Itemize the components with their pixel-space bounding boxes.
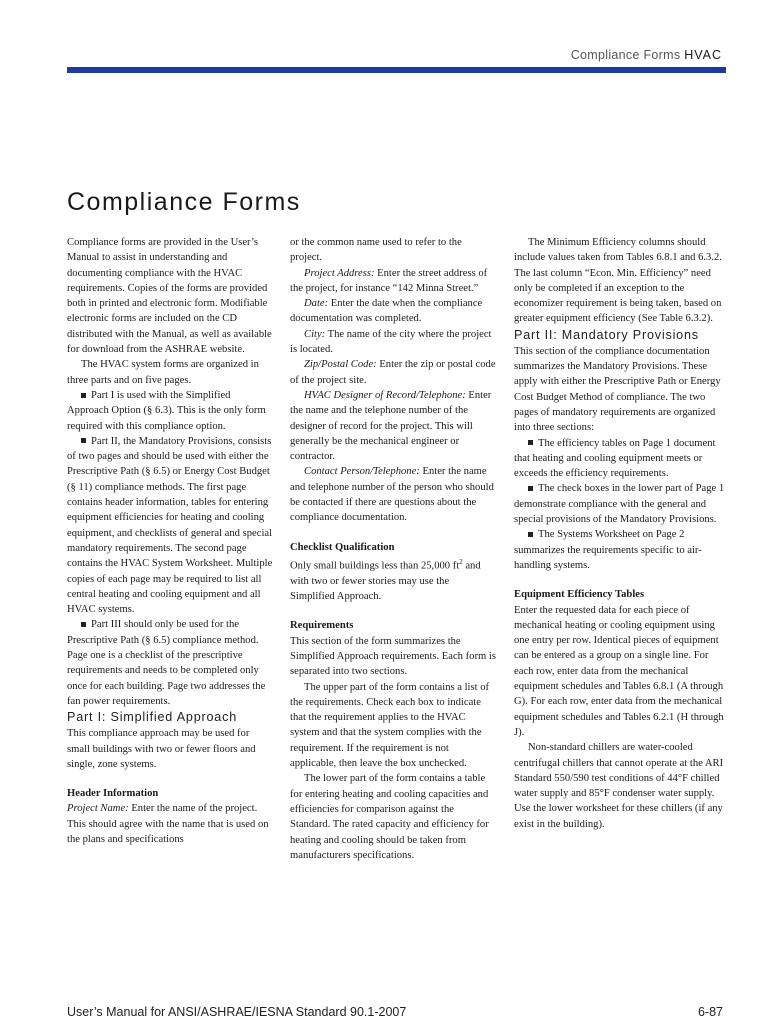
designer-label: HVAC Designer of Record/Telephone:: [304, 389, 466, 401]
date-paragraph: Date: Enter the date when the compliance documentation was completed.: [290, 298, 483, 325]
running-header: [571, 48, 722, 62]
footer-page-number: 6-87: [697, 1005, 723, 1019]
bullet-square-icon: [81, 438, 86, 443]
header-info-heading: Header Information: [67, 788, 159, 800]
part1-heading: Part I: Simplified Approach: [67, 710, 238, 725]
part2-text: This section of the compliance documentation summarizes the Mandatory Provisions. These apply with either the Prescriptive Path or Energy Cost Budget Method of compliance. The two pages of mandatory requirements are organized into three sections:: [514, 345, 721, 434]
project-name-paragraph: Project Name: Enter the name of the project. This should agree with the name that is used on the plans and specifications: [67, 803, 269, 845]
bullet-square-icon: [81, 393, 86, 398]
organization-paragraph: The HVAC system forms are organized in three parts and on five pages.: [67, 359, 259, 386]
minimum-efficiency-paragraph: The Minimum Efficiency columns should include values taken from Tables 6.8.1 and 6.3.2. The last column “Econ. Min. Efficiency” need only be completed if an exception to the economizer requirement is being taken, based on greater equipment efficiency (See Table 6.3.2).: [514, 237, 722, 325]
part2-heading: Part II: Mandatory Provisions: [514, 327, 699, 342]
bullet-part2: Part II, the Mandatory Provisions, consists of two pages and should be used with either the Prescriptive Path (§ 6.5) or Energy Cost Budget (§ 11) compliance methods. The first page contains header information, tables for entering equipment efficiencies for heating and cooling equipment, and checklists of general and special mandatory requirements. The second page contains the HVAC System Worksheet. Multiple copies of each page may be required to list all central heating and cooling equipment and all HVAC systems.: [67, 435, 273, 616]
requirements-heading: Requirements: [290, 620, 354, 632]
equipment-efficiency-paragraph-1: Enter the requested data for each piece of mechanical heating or cooling equipment using one entry per row. Identical pieces of equipment can be entered as a group on a single line. For each row, enter data from the mechanical equipment schedules and Tables 6.8.1 (A through G). For each row, enter data from the mechanical equipment schedules and Tables 6.2.1 (H through J).: [514, 604, 724, 738]
project-address-paragraph: Project Address: Enter the street address of the project, for instance “142 Minna Street.”: [290, 267, 488, 294]
running-header-title: Compliance Forms: [570, 48, 681, 62]
footer-manual-title: User’s Manual for ANSI/ASHRAE/IESNA Standard 90.1-2007: [67, 1005, 407, 1019]
zip-paragraph: Zip/Postal Code: Enter the zip or postal code of the project site.: [290, 359, 496, 386]
bullet-square-icon: [528, 486, 533, 491]
contact-paragraph: Contact Person/Telephone: Enter the name and telephone number of the person who should be contacted if there are questions about the compliance documentation.: [290, 466, 494, 524]
checklist-heading: Checklist Qualification: [290, 541, 395, 553]
intro-paragraph: Compliance forms are provided in the User’s Manual to assist in understanding and documenting compliance with the HVAC requirements. Copies of the forms are provided both in printed and electronic form. Modifiable electronic forms are included on the CD distributed with the Manual, as well as available for download from the ASHRAE website.: [67, 237, 272, 356]
page-title: Compliance Forms: [67, 188, 301, 216]
column-3: [514, 235, 726, 832]
requirements-paragraph-1: This section of the form summarizes the Simplified Approach requirements. Each form is separated into two sections.: [290, 635, 496, 678]
bullet-check-boxes: The check boxes in the lower part of Page 1 demonstrate compliance with the general and special provisions of the Mandatory Provisions.: [514, 483, 725, 526]
bullet-square-icon: [81, 622, 86, 627]
project-name-continued: or the common name used to refer to the project.: [290, 237, 462, 264]
requirements-paragraph-2: The upper part of the form contains a list of the requirements. Check each box to indicate that the requirement applies to the HVAC system and that the system complies with the requirement. If the requirement is not applicable, then leave the box unchecked.: [290, 681, 490, 770]
part1-text: This compliance approach may be used for small buildings with two or fewer floors and single, zone systems.: [67, 728, 256, 770]
header-rule: [67, 67, 726, 73]
column-2: [290, 235, 496, 863]
contact-label: Contact Person/Telephone:: [304, 466, 420, 478]
equipment-efficiency-paragraph-2: Non-standard chillers are water-cooled centrifugal chillers that cannot operate at the ARI Standard 550/590 test conditions of 44°F chilled water supply and 85°F condenser water supply. Use the lower worksheet for these chillers (if any exist in the building).: [514, 742, 724, 830]
requirements-paragraph-3: The lower part of the form contains a table for entering heating and cooling capacities and efficiencies for comparison against the Standard. The rated capacity and efficiency for heating and cooling should be taken from manufacturers specifications.: [290, 773, 489, 861]
designer-paragraph: HVAC Designer of Record/Telephone: Enter the name and the telephone number of the designer of record for the project. This will generally be the mechanical engineer or contractor.: [290, 389, 492, 463]
running-header-accent: HVAC: [684, 48, 722, 62]
date-label: Date:: [304, 298, 329, 310]
bullet-part1: Part I is used with the Simplified Approach Option (§ 6.3). This is the only form required with this compliance option.: [67, 389, 266, 432]
bullet-efficiency-tables: The efficiency tables on Page 1 document that heating and cooling equipment meets or exceeds the efficiency requirements.: [514, 437, 716, 480]
checklist-paragraph: Only small buildings less than 25,000 $ft^2$ and with two or fewer stories may use the Simplified Approach.: [290, 557, 481, 603]
zip-label: Zip/Postal Code:: [304, 359, 377, 371]
city-paragraph: City: The name of the city where the project is located.: [290, 328, 492, 356]
bullet-square-icon: [528, 532, 533, 537]
equipment-efficiency-heading: Equipment Efficiency Tables: [514, 589, 645, 601]
bullet-square-icon: [528, 440, 533, 445]
city-label: City:: [304, 328, 326, 340]
column-1: [67, 235, 273, 847]
project-address-label: Project Address:: [304, 267, 375, 279]
project-name-label: Project Name:: [67, 803, 129, 815]
bullet-part3: Part III should only be used for the Prescriptive Path (§ 6.5) compliance method. Page one is a checklist of the prescriptive requirements and needs to be completed only once for each building. Page two addresses the fan power requirements.: [67, 619, 266, 707]
bullet-systems-worksheet: The Systems Worksheet on Page 2 summarizes the requirements specific to air-handling systems.: [514, 529, 702, 571]
